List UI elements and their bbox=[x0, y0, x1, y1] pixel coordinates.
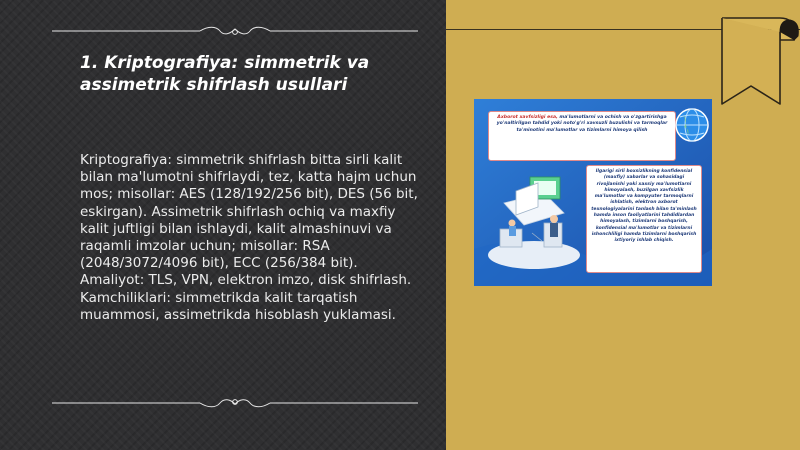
bookmark-ribbon-icon bbox=[718, 14, 800, 124]
globe-icon bbox=[672, 105, 712, 145]
top-flourish-divider-icon bbox=[50, 24, 420, 38]
image-text-box-top-body: ma'lumotlarni va ochish va o'zgartirishga yo'naltirilgan tahdid yoki noto'g'ri xavsuzli buzulishi va tarmoqlar ta'minotini ma'lumotlar va tizimlarni himoya qilish bbox=[496, 115, 668, 133]
image-text-box-bottom: Ilgarigi sirli boxsizlikning konfidensial (maxfiy) xabarlar va sohasidagi rivojlanishi yoki xaxsiy ma'lumotlarni himoyalash, buzilgan xavfsizlik ma'lumotlar va kompyuter tarmoqlarni ishlatish, elektron axborot texnologiyalarini tanlash bilan ta'minlash hamda inson faoliyatlarini tahdidlardan himoyalash, tizimlarni boshqarish, konfidensial ma'lumotlar va tizimlarni ishonchliligi hamda tizimlarni boshqarish ixtiyoriy ishlab chiqish. bbox=[586, 165, 702, 273]
infographic-image bbox=[474, 99, 712, 286]
security-illustration-icon bbox=[484, 163, 584, 275]
image-text-box-top bbox=[488, 111, 676, 161]
bottom-flourish-divider-icon bbox=[50, 396, 420, 410]
slide-body-text: Kriptografiya: simmetrik shifrlash bitta sirli kalit bilan ma'lumotni shifrlaydi, tez, katta hajm uchun mos; misollar: AES (128/192/256 bit), DES (56 bit, eskirgan). Assimetrik shifrlash ochiq va maxfiy kalit juftligi bilan ishlaydi, kalit almashinuvi va raqamli imzolar uchun; misollar: RSA (2048/3072/4096 bit), ECC (256/384 bit). Amaliyot: TLS, VPN, elektron imzo, disk shifrlash. Kamchiliklari: simmetrikda kalit tarqatish muammosi, assimetrikda hisoblash yuklamasi. bbox=[80, 152, 418, 323]
image-text-box-top-lead: Axborot xavfsizligi esa, bbox=[497, 115, 558, 120]
slide-title: 1. Kriptografiya: simmetrik va assimetrik shifrlash usullari bbox=[80, 53, 370, 95]
